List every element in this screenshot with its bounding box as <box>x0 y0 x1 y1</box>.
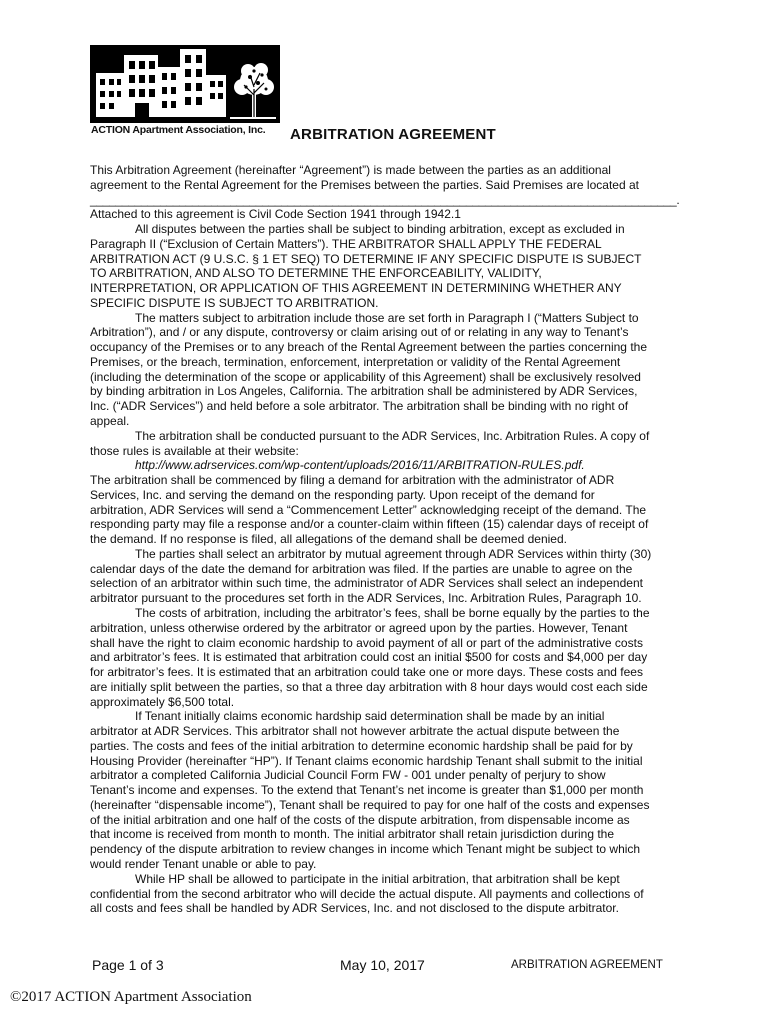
organization-name: ACTION Apartment Association, Inc. <box>91 124 266 136</box>
body-line: are initially split between the parties, so that a three day arbitration with 8 hour days would cost each side <box>90 679 648 694</box>
body-line: (including the determination of the scope or applicability of this Agreement) shall be exclusively resolved <box>90 369 641 384</box>
document-date: May 10, 2017 <box>340 957 425 973</box>
body-line: SPECIFIC DISPUTE IS SUBJECT TO ARBITRATION. <box>90 295 379 310</box>
body-line: ARBITRATION ACT (9 U.S.C. § 1 ET SEQ) TO DETERMINE IF ANY SPECIFIC DISPUTE IS SUBJECT <box>90 251 642 266</box>
body-line: The arbitration shall be conducted pursuant to the ADR Services, Inc. Arbitration Rules. A copy of <box>135 428 650 443</box>
city-skyline-tree-icon <box>90 45 280 123</box>
body-line: The costs of arbitration, including the arbitrator’s fees, shall be borne equally by the parties to the <box>135 605 650 620</box>
body-line: The arbitration shall be commenced by filing a demand for arbitration with the administrator of ADR <box>90 473 615 488</box>
page-title: ARBITRATION AGREEMENT <box>290 126 496 143</box>
body-line: The matters subject to arbitration include those are set forth in Paragraph I (“Matters Subject to <box>135 310 639 325</box>
agreement-body <box>90 163 682 916</box>
body-line: arbitrator at ADR Services. This arbitrator shall not however arbitrate the actual dispute between the <box>90 724 620 739</box>
body-line: those rules is available at their website: <box>90 443 299 458</box>
body-line: occupancy of the Premises or to any breach of the Rental Agreement between the parties concerning the <box>90 340 647 355</box>
body-line: shall have the right to claim economic hardship to avoid payment of all or part of the administrative costs <box>90 635 643 650</box>
body-line: approximately $6,500 total. <box>90 694 235 709</box>
body-line: appeal. <box>90 414 130 429</box>
body-line: (hereinafter “dispensable income”), Tenant shall be required to pay for one half of the costs and expenses <box>90 797 650 812</box>
body-line: Inc. (“ADR Services”) and held before a sole arbitrator. The arbitration shall be binding with no right of <box>90 399 629 414</box>
footer-title: ARBITRATION AGREEMENT <box>511 959 663 971</box>
body-line: Attached to this agreement is Civil Code Section 1941 through 1942.1 <box>90 207 461 222</box>
body-line: the demand. If no response is filed, all allegations of the demand shall be deemed denied. <box>90 532 567 547</box>
body-line: arbitration, ADR Services will send a “Commencement Letter” acknowledging receipt of the demand. The <box>90 502 647 517</box>
body-line: This Arbitration Agreement (hereinafter “Agreement”) is made between the parties as an additional <box>90 163 611 177</box>
body-line: ____________________________________________________________________________________________. <box>90 192 680 207</box>
body-line: for arbitrator’s fees. It is estimated that an arbitration could take one or more days. These costs and fees <box>90 665 643 680</box>
body-line: If Tenant initially claims economic hardship said determination shall be made by an initial <box>135 709 605 724</box>
body-line: and arbitrator’s fees. It is estimated that arbitration could cost an initial $500 for costs and $4,000 per day <box>90 650 648 665</box>
body-line: parties. The costs and fees of the initial arbitration to determine economic hardship shall be paid for by <box>90 738 633 753</box>
action-logo <box>90 45 280 123</box>
body-line: Housing Provider (hereinafter “HP”). If Tenant claims economic hardship Tenant shall submit to the initial <box>90 753 643 768</box>
body-line: Tenant’s income and expenses. To the extend that Tenant’s net income is greater than $1,000 per month <box>90 783 644 798</box>
body-line: would render Tenant unable or able to pay. <box>90 856 317 871</box>
body-line: The parties shall select an arbitrator by mutual agreement through ADR Services within thirty (30) <box>135 546 652 561</box>
body-line: Paragraph II (“Exclusion of Certain Matters”). THE ARBITRATOR SHALL APPLY THE FEDERAL <box>90 236 602 251</box>
page-number: Page 1 of 3 <box>92 957 164 973</box>
body-line: responding party may file a response and/or a counter-claim within fifteen (15) calendar days of receipt of <box>90 517 649 532</box>
body-line: that income is received from month to month. The initial arbitrator shall retain jurisdiction during the <box>90 827 615 842</box>
body-line: by binding arbitration in Los Angeles, California. The arbitration shall be administered by ADR Services, <box>90 384 638 399</box>
body-line: arbitrator pursuant to the procedures set forth in the ADR Services, Inc. Arbitration Rules, Paragraph 10. <box>90 591 642 606</box>
body-line: INTERPRETATION, OR APPLICATION OF THIS AGREEMENT IN DETERMINING WHETHER ANY <box>90 281 622 296</box>
body-line: calendar days of the date the demand for arbitration was filed. If the parties are unable to agree on the <box>90 561 633 576</box>
body-line: TO ARBITRATION, AND ALSO TO DETERMINE THE ENFORCEABILITY, VALIDITY, <box>90 266 542 281</box>
copyright-notice: ©2017 ACTION Apartment Association <box>10 989 252 1005</box>
body-line: all costs and fees shall be handled by ADR Services, Inc. and not disclosed to the dispute arbitrator. <box>90 901 619 916</box>
body-line: Arbitration”), and / or any dispute, controversy or claim arising out of or relating in any way to Tenant’s <box>90 325 629 340</box>
body-line: confidential from the second arbitrator who will decide the actual dispute. All payments and collections of <box>90 886 644 901</box>
body-line: pendency of the dispute arbitration to review changes in income which Tenant might be subject to which <box>90 842 641 857</box>
body-line: Services, Inc. and serving the demand on the responding party. Upon receipt of the demand for <box>90 487 595 502</box>
body-line: of the initial arbitration and one half of the costs of the dispute arbitration, from dispensable income as <box>90 812 630 827</box>
body-line: arbitration, unless otherwise ordered by the arbitrator or agreed upon by the parties. However, Tenant <box>90 620 628 635</box>
body-line: selection of an arbitrator within such time, the administrator of ADR Services shall select an independent <box>90 576 643 591</box>
body-line: agreement to the Rental Agreement for the Premises between the parties. Said Premises are located at <box>90 177 639 192</box>
body-line: Premises, or the breach, termination, enforcement, interpretation or validity of the Rental Agreement <box>90 354 621 369</box>
body-line: arbitrator a completed California Judicial Council Form FW - 001 under penalty of perjury to show <box>90 768 606 783</box>
body-line: All disputes between the parties shall be subject to binding arbitration, except as excluded in <box>135 222 625 237</box>
body-line: While HP shall be allowed to participate in the initial arbitration, that arbitration shall be kept <box>135 871 620 886</box>
rules-url-link[interactable]: http://www.adrservices.com/wp-content/uploads/2016/11/ARBITRATION-RULES.pdf. <box>135 458 585 473</box>
